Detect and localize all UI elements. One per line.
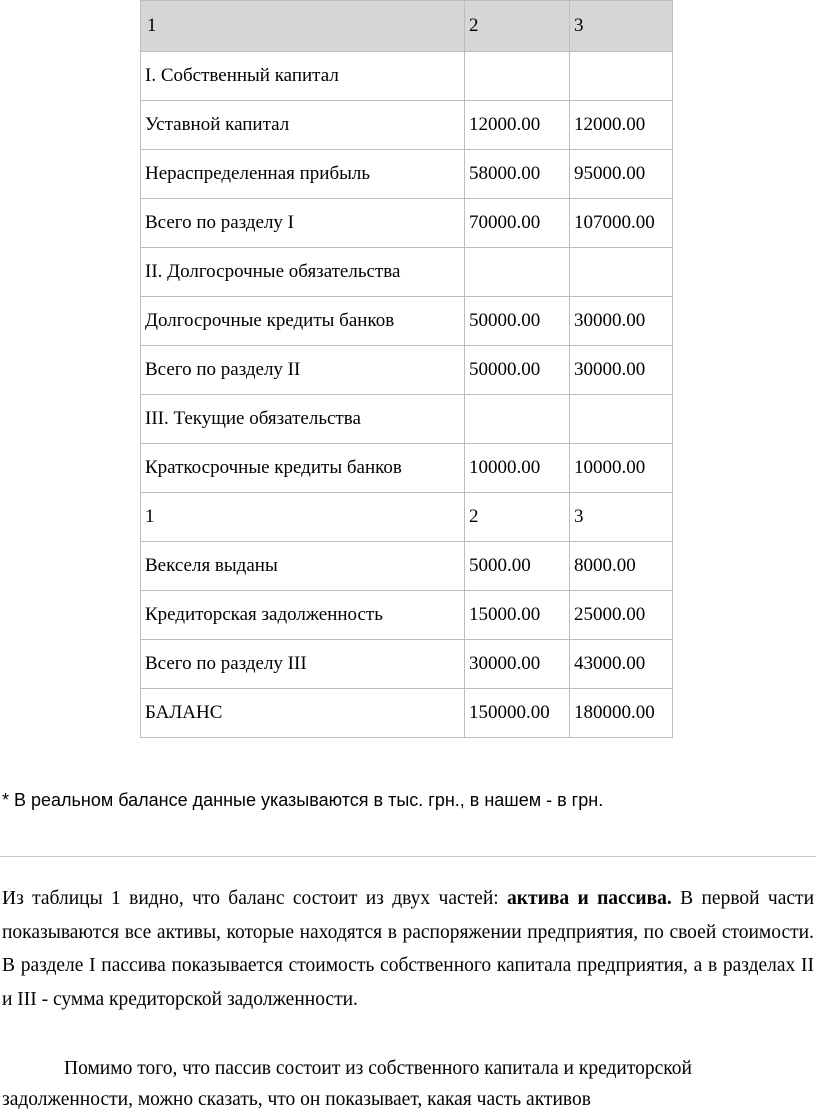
- table-row: [141, 150, 673, 199]
- table-cell: Краткосрочные кредиты банков: [141, 444, 465, 493]
- table-row: [141, 444, 673, 493]
- paragraph-2: Помимо того, что пассив состоит из собственного капитала и кредиторской задолженности, можно сказать, что он показывает, какая часть активов: [2, 1058, 692, 1110]
- table-row: [141, 346, 673, 395]
- balance-table: [140, 0, 673, 738]
- table-cell: 15000.00: [465, 591, 570, 640]
- table-cell: 43000.00: [570, 640, 673, 689]
- table-cell: Векселя выданы: [141, 542, 465, 591]
- table-header-row: [141, 1, 673, 52]
- table-cell: 95000.00: [570, 150, 673, 199]
- table-row: [141, 395, 673, 444]
- table-cell: [465, 395, 570, 444]
- table-cell: Всего по разделу II: [141, 346, 465, 395]
- table-cell: 3: [570, 1, 673, 52]
- table-cell: 10000.00: [465, 444, 570, 493]
- table-row-total: [141, 689, 673, 738]
- table-cell: 50000.00: [465, 346, 570, 395]
- table-row: [141, 493, 673, 542]
- table-cell: 107000.00: [570, 199, 673, 248]
- table-cell: Нераспределенная прибыль: [141, 150, 465, 199]
- table-row: [141, 52, 673, 101]
- table-cell: 2: [465, 493, 570, 542]
- table-cell: Кредиторская задолженность: [141, 591, 465, 640]
- table-row: [141, 297, 673, 346]
- table-cell: 8000.00: [570, 542, 673, 591]
- table-cell: Долгосрочные кредиты банков: [141, 297, 465, 346]
- table-cell: [570, 52, 673, 101]
- table-cell: 70000.00: [465, 199, 570, 248]
- table-cell: 12000.00: [570, 101, 673, 150]
- paragraph-1-text-start: Из таблицы 1 видно, что баланс состоит из двух частей:: [2, 888, 508, 909]
- table-cell: 3: [570, 493, 673, 542]
- table-row: [141, 248, 673, 297]
- table-cell: 180000.00: [570, 689, 673, 738]
- table-cell: 30000.00: [465, 640, 570, 689]
- table-cell: [570, 395, 673, 444]
- section-title-current: III. Текущие обязательства: [141, 395, 465, 444]
- table-cell: 2: [465, 1, 570, 52]
- paragraph-1-bold: актива и пассива.: [507, 888, 672, 909]
- table-cell: Уставной капитал: [141, 101, 465, 150]
- table-cell: 1: [141, 493, 465, 542]
- table-cell: 30000.00: [570, 346, 673, 395]
- table-cell: 1: [141, 1, 465, 52]
- table-cell: 30000.00: [570, 297, 673, 346]
- table-row: [141, 640, 673, 689]
- table-cell: 50000.00: [465, 297, 570, 346]
- table-row: [141, 542, 673, 591]
- table-cell: [570, 248, 673, 297]
- table-cell: 5000.00: [465, 542, 570, 591]
- table-cell: 58000.00: [465, 150, 570, 199]
- footnote: * В реальном балансе данные указываются в тыс. грн., в нашем - в грн.: [2, 790, 604, 810]
- table-cell: 10000.00: [570, 444, 673, 493]
- table-cell: 150000.00: [465, 689, 570, 738]
- table-cell: Всего по разделу I: [141, 199, 465, 248]
- table-cell: БАЛАНС: [141, 689, 465, 738]
- table-cell: 25000.00: [570, 591, 673, 640]
- paragraph-1: [2, 882, 814, 1016]
- paragraph-1-text-end: В первой части показываются все активы, которые находятся в распоряжении предприятия, по своей стоимости. В разделе I пассива показывается стоимость собственного капитала предприятия, а в разделах II и III - сумма кредиторской задолженности.: [2, 888, 814, 1010]
- table-row: [141, 199, 673, 248]
- section-title-equity: I. Собственный капитал: [141, 52, 465, 101]
- section-title-long-term: II. Долгосрочные обязательства: [141, 248, 465, 297]
- divider: [0, 856, 816, 857]
- table-cell: 12000.00: [465, 101, 570, 150]
- table-row: [141, 101, 673, 150]
- table-cell: [465, 52, 570, 101]
- table-cell: Всего по разделу III: [141, 640, 465, 689]
- table-row: [141, 591, 673, 640]
- table-cell: [465, 248, 570, 297]
